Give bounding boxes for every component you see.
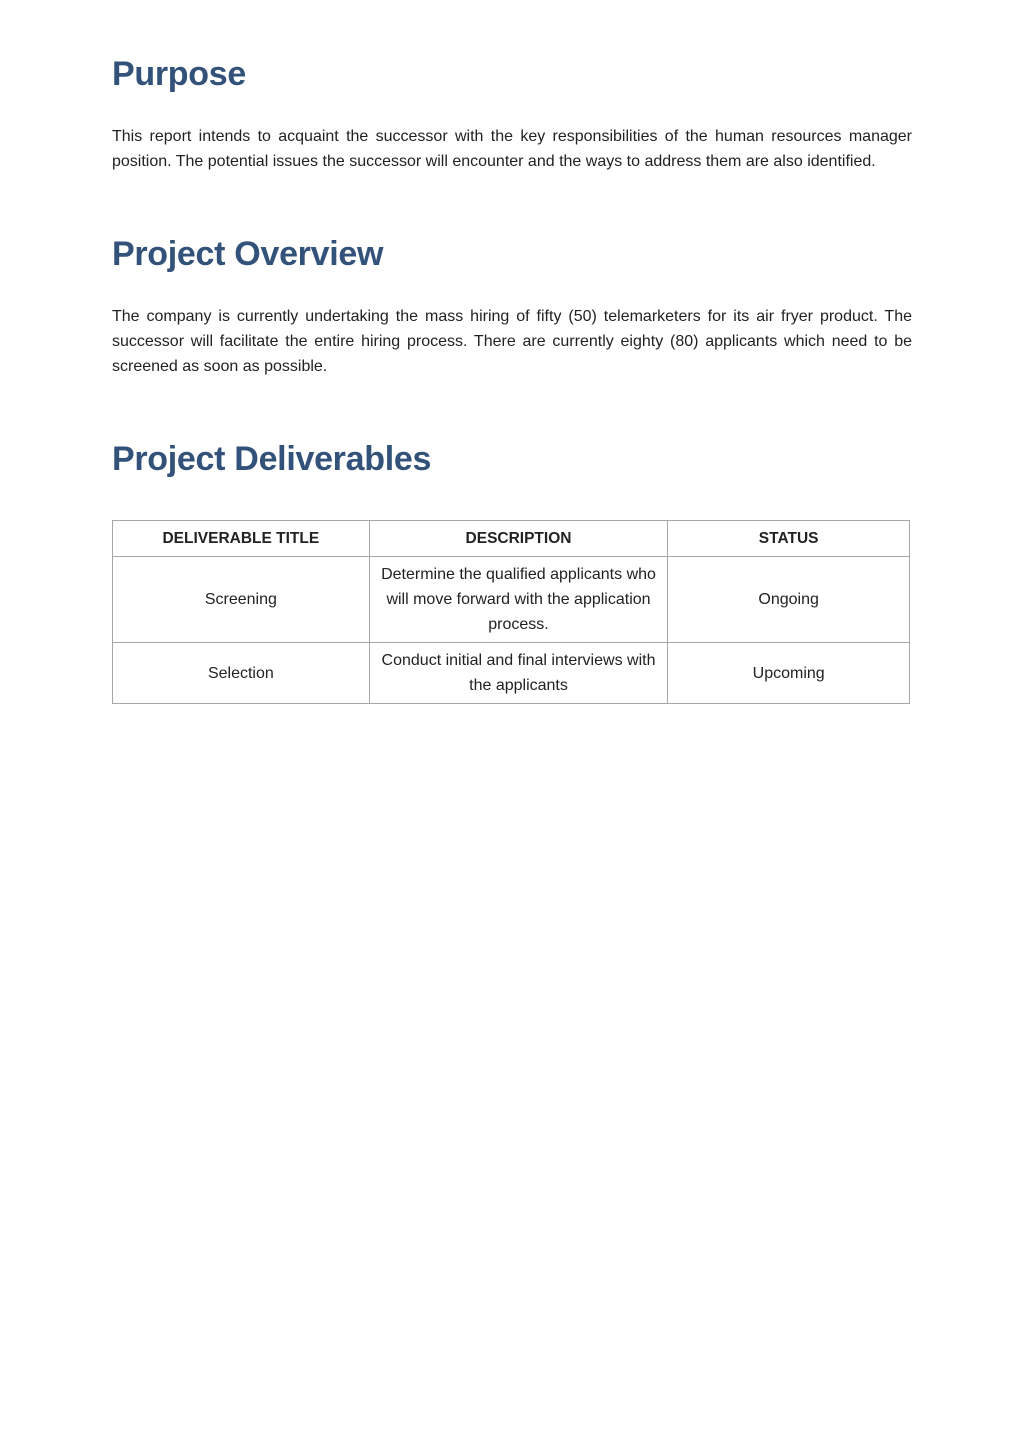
- section-heading-project-deliverables: Project Deliverables: [112, 440, 432, 478]
- table-row: [113, 557, 910, 643]
- deliverables-table: [112, 520, 910, 704]
- section-heading-project-overview: Project Overview: [112, 235, 384, 273]
- cell-status: Ongoing: [668, 557, 910, 643]
- column-header-deliverable-title: DELIVERABLE TITLE: [113, 521, 370, 557]
- column-header-description: DESCRIPTION: [369, 521, 668, 557]
- cell-status: Upcoming: [668, 643, 910, 704]
- section-body-project-overview: The company is currently undertaking the mass hiring of fifty (50) telemarketers for its air fryer product. The successor will facilitate the entire hiring process. There are currently eighty (80) applicants which need to be screened as soon as possible.: [112, 308, 912, 375]
- cell-description: Determine the qualified applicants who will move forward with the application process.: [369, 557, 668, 643]
- cell-deliverable-title: Screening: [113, 557, 370, 643]
- table-header-row: [113, 521, 910, 557]
- section-heading-purpose: Purpose: [112, 55, 246, 93]
- section-body-purpose: This report intends to acquaint the successor with the key responsibilities of the human resources manager position. The potential issues the successor will encounter and the ways to address them are also identified.: [112, 128, 912, 170]
- column-header-status: STATUS: [668, 521, 910, 557]
- table-row: [113, 643, 910, 704]
- cell-deliverable-title: Selection: [113, 643, 370, 704]
- cell-description: Conduct initial and final interviews with the applicants: [369, 643, 668, 704]
